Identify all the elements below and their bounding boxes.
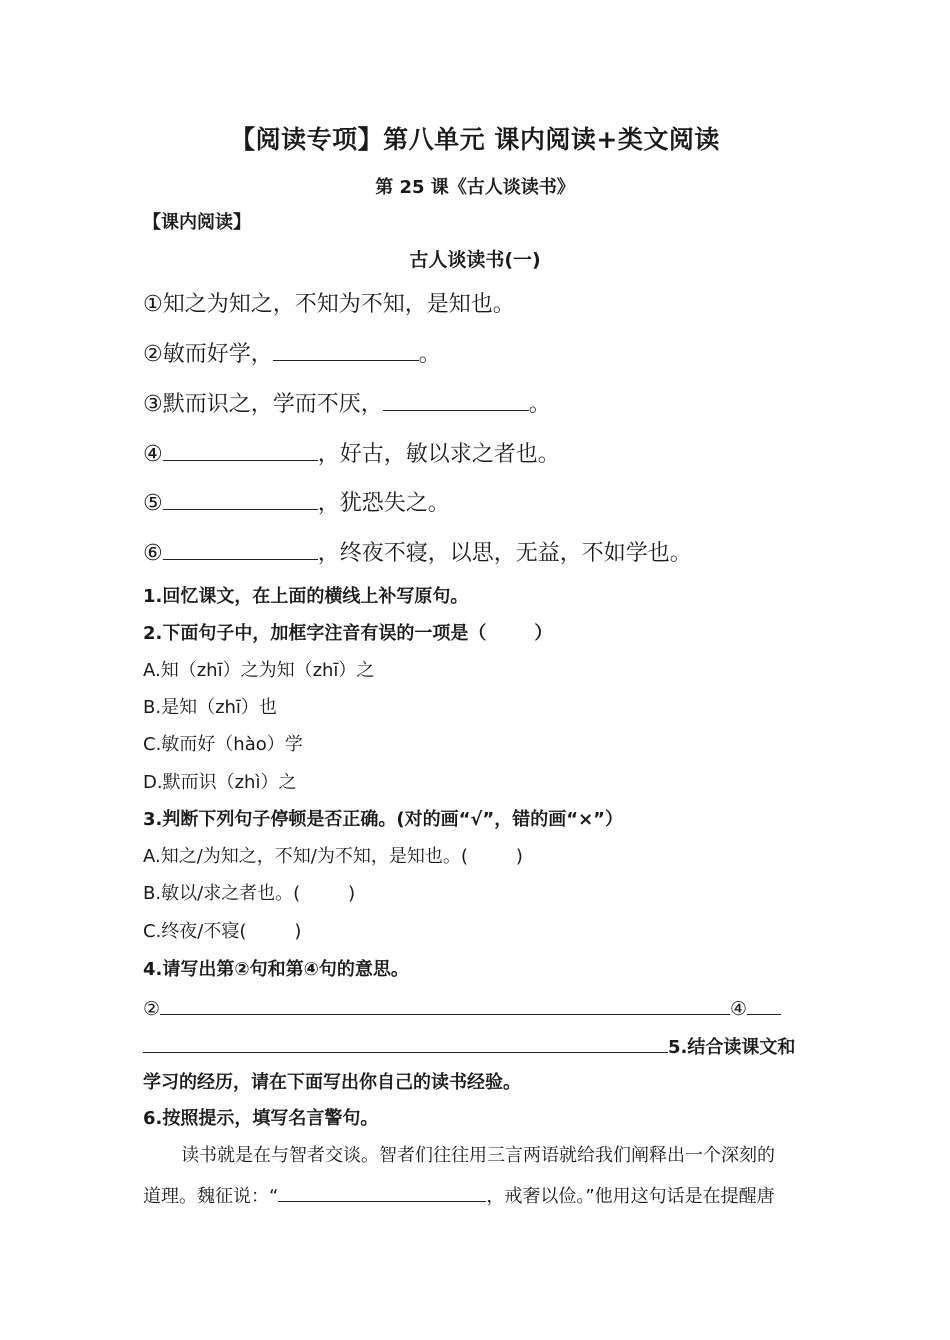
question-5-start: 5.结合读课文和	[668, 1037, 796, 1058]
verse-6	[143, 536, 692, 567]
question-1: 1.回忆课文，在上面的横线上补写原句。	[143, 586, 469, 607]
verse-1: ①知之为知之，不知为不知，是知也。	[143, 292, 515, 317]
verse-5-text: ，犹恐失之。	[317, 491, 450, 516]
question-5-line-2: 学习的经历，请在下面写出你自己的读书经验。	[143, 1072, 521, 1093]
question-6-quote-intro: 道理。魏征说：“	[143, 1186, 279, 1207]
verse-3	[143, 387, 551, 418]
question-6-paragraph-line-1: 读书就是在与智者交谈。智者们往往用三言两语就给我们阐释出一个深刻的	[181, 1145, 775, 1166]
question-6-paragraph-line-2	[143, 1179, 775, 1208]
question-3-item-c	[143, 917, 301, 943]
verse-5	[143, 486, 450, 517]
verse-3-end: 。	[528, 392, 551, 417]
question-2-option-b: B.是知（zhī）也	[143, 697, 277, 718]
verse-2	[143, 337, 441, 368]
text-title: 古人谈读书(一)	[409, 249, 541, 271]
question-3-item-a	[143, 842, 523, 868]
question-3-item-b-close: )	[348, 883, 356, 904]
question-2-option-c: C.敏而好（hào）学	[143, 734, 303, 755]
verse-6-marker: ⑥	[143, 541, 163, 566]
question-4-answer-line	[143, 992, 803, 1020]
verse-5-blank[interactable]	[163, 487, 318, 510]
question-3-item-b	[143, 879, 355, 905]
section-heading: 【课内阅读】	[143, 212, 251, 233]
question-6-quote-rest: ，戒奢以俭。”他用这句话是在提醒唐	[486, 1186, 775, 1207]
verse-3-blank[interactable]	[383, 388, 529, 411]
question-4: 4.请写出第②句和第④句的意思。	[143, 959, 409, 980]
lesson-subtitle: 第 25 课《古人谈读书》	[375, 177, 575, 198]
verse-6-blank[interactable]	[163, 537, 318, 560]
verse-2-end: 。	[418, 342, 441, 367]
question-4-mark-4: ④	[730, 998, 748, 1020]
question-3-item-a-text: A.知之/为知之，不知/为不知，是知也。(	[143, 846, 468, 867]
question-4-blank-continued[interactable]	[143, 1030, 668, 1053]
question-3: 3.判断下列句子停顿是否正确。(对的画“√”，错的画“×”）	[143, 809, 623, 830]
question-3-item-a-close: )	[515, 846, 523, 867]
question-3-item-c-close: )	[294, 921, 302, 942]
question-4-mark-2: ②	[143, 998, 161, 1020]
verse-4	[143, 437, 560, 468]
question-6-blank[interactable]	[278, 1179, 486, 1202]
question-2	[143, 619, 552, 645]
question-2-close: ）	[534, 623, 553, 644]
question-4-blank-2[interactable]	[160, 992, 730, 1015]
question-3-item-b-text: B.敏以/求之者也。(	[143, 883, 301, 904]
question-5-line-1	[143, 1030, 795, 1059]
verse-4-blank[interactable]	[163, 438, 318, 461]
page-title: 【阅读专项】第八单元 课内阅读+类文阅读	[230, 125, 720, 154]
question-2-option-d: D.默而识（zhì）之	[143, 772, 297, 793]
verse-6-text: ，终夜不寝，以思，无益，不如学也。	[317, 541, 692, 566]
verse-4-marker: ④	[143, 442, 163, 467]
question-2-stem: 2.下面句子中，加框字注音有误的一项是（	[143, 623, 487, 644]
verse-4-text: ，好古，敏以求之者也。	[317, 442, 560, 467]
verse-2-text: ②敏而好学，	[143, 342, 273, 367]
verse-3-text: ③默而识之，学而不厌，	[143, 392, 383, 417]
verse-2-blank[interactable]	[273, 338, 419, 361]
question-6: 6.按照提示，填写名言警句。	[143, 1108, 379, 1129]
question-3-item-c-text: C.终夜/不寝(	[143, 921, 247, 942]
question-2-option-a: A.知（zhī）之为知（zhī）之	[143, 660, 375, 681]
verse-5-marker: ⑤	[143, 491, 163, 516]
question-4-blank-4[interactable]	[747, 992, 781, 1015]
